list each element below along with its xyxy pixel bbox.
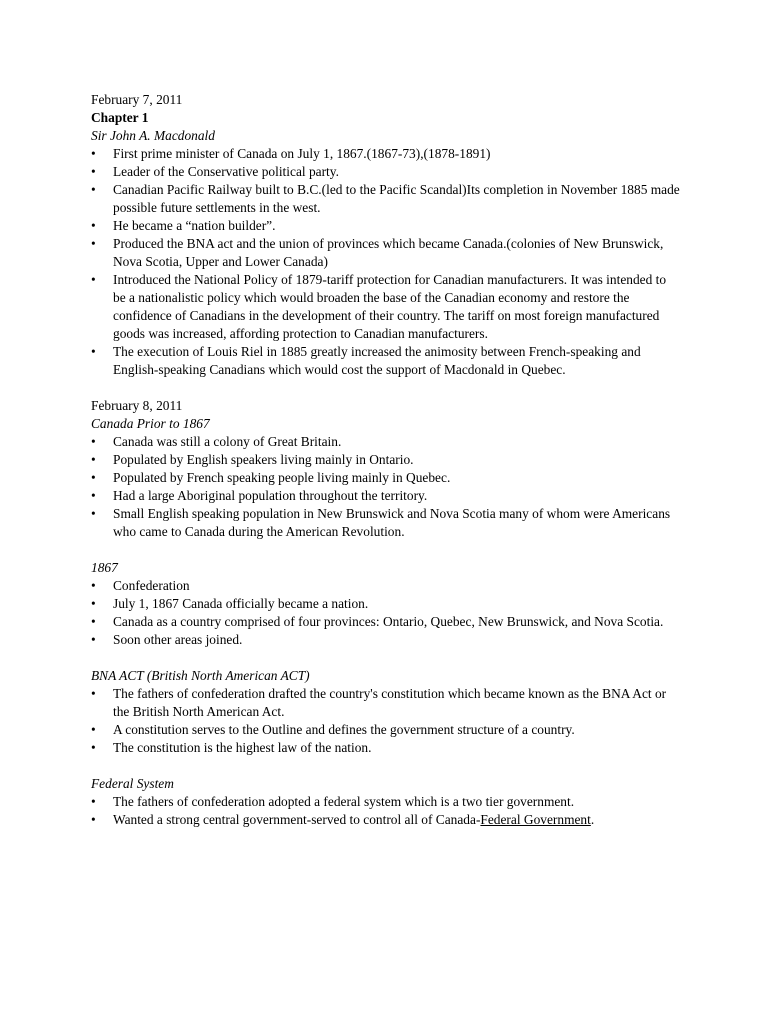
bullet-icon: • <box>91 722 96 737</box>
list-item-text: Leader of the Conservative political party. <box>113 164 339 179</box>
section-subtitle: BNA ACT (British North American ACT) <box>91 668 310 683</box>
bullet-icon: • <box>91 146 96 161</box>
document-page <box>91 91 681 829</box>
list-item-text: A constitution serves to the Outline and defines the government structure of a country. <box>113 722 575 737</box>
list-item-text: The execution of Louis Riel in 1885 greatly increased the animosity between French-speaking and English-speaking Canadians which would cost the support of Macdonald in Quebec. <box>113 344 641 377</box>
bullet-icon: • <box>91 740 96 755</box>
list-item-text: Canada as a country comprised of four provinces: Ontario, Quebec, New Brunswick, and Nova Scotia. <box>113 614 664 629</box>
spacer <box>91 379 681 397</box>
bullet-icon: • <box>91 812 96 827</box>
list-item <box>91 469 681 487</box>
list-item-text: The fathers of confederation drafted the country's constitution which became known as the BNA Act or the British North American Act. <box>113 686 667 719</box>
list-item <box>91 343 681 379</box>
list-item <box>91 433 681 451</box>
spacer <box>91 541 681 559</box>
list-item-text: First prime minister of Canada on July 1, 1867.(1867-73),(1878-1891) <box>113 146 491 161</box>
bullet-list <box>91 793 681 829</box>
list-item-text: Soon other areas joined. <box>113 632 243 647</box>
bullet-icon: • <box>91 272 96 287</box>
bullet-icon: • <box>91 794 96 809</box>
list-item-text: Produced the BNA act and the union of provinces which became Canada.(colonies of New Brunswick, Nova Scotia, Upper and Lower Canada) <box>113 236 664 269</box>
bullet-list <box>91 433 681 541</box>
section-canada-prior <box>91 397 681 541</box>
bullet-icon: • <box>91 488 96 503</box>
list-item-text: Small English speaking population in New Brunswick and Nova Scotia many of whom were Americans who came to Canada during the American Revolution. <box>113 506 671 539</box>
list-item <box>91 181 681 217</box>
spacer <box>91 649 681 667</box>
list-item <box>91 505 681 541</box>
bullet-icon: • <box>91 344 96 359</box>
bullet-icon: • <box>91 452 96 467</box>
list-item-text: He became a “nation builder”. <box>113 218 276 233</box>
chapter-heading: Chapter 1 <box>91 110 149 125</box>
bullet-icon: • <box>91 164 96 179</box>
list-item-text-prefix: Wanted a strong central government-served to control all of Canada- <box>113 812 481 827</box>
bullet-icon: • <box>91 182 96 197</box>
bullet-icon: • <box>91 218 96 233</box>
list-item <box>91 577 681 595</box>
bullet-icon: • <box>91 434 96 449</box>
section-subtitle: 1867 <box>91 560 118 575</box>
bullet-icon: • <box>91 686 96 701</box>
list-item <box>91 487 681 505</box>
list-item <box>91 145 681 163</box>
list-item <box>91 595 681 613</box>
list-item-text: Confederation <box>113 578 190 593</box>
section-subtitle: Sir John A. Macdonald <box>91 128 215 143</box>
list-item-text: The constitution is the highest law of the nation. <box>113 740 372 755</box>
section-subtitle: Canada Prior to 1867 <box>91 416 210 431</box>
list-item <box>91 163 681 181</box>
date-heading: February 7, 2011 <box>91 92 183 107</box>
list-item-text: Populated by French speaking people living mainly in Quebec. <box>113 470 451 485</box>
list-item-text: The fathers of confederation adopted a federal system which is a two tier government. <box>113 794 575 809</box>
list-item-text: Populated by English speakers living mainly in Ontario. <box>113 452 414 467</box>
bullet-icon: • <box>91 614 96 629</box>
list-item <box>91 271 681 343</box>
list-item <box>91 721 681 739</box>
bullet-icon: • <box>91 470 96 485</box>
bullet-icon: • <box>91 578 96 593</box>
list-item <box>91 685 681 721</box>
list-item <box>91 235 681 271</box>
list-item <box>91 739 681 757</box>
list-item-text: Canada was still a colony of Great Britain. <box>113 434 342 449</box>
section-bna-act <box>91 667 681 757</box>
list-item-text-suffix: . <box>590 812 595 827</box>
spacer <box>91 757 681 775</box>
federal-government-underlined: Federal Government <box>480 812 591 827</box>
list-item-text: Had a large Aboriginal population throughout the territory. <box>113 488 428 503</box>
bullet-list <box>91 685 681 757</box>
section-subtitle: Federal System <box>91 776 174 791</box>
section-1867 <box>91 559 681 649</box>
bullet-icon: • <box>91 506 96 521</box>
list-item-text: Introduced the National Policy of 1879-tariff protection for Canadian manufacturers. It was intended to be a nationalistic policy which would broaden the base of the Canadian economy and restore the confidence of Canadians in the development of their country. The tariff on most foreign manufactured goods was increased, affording protection to Canadian manufacturers. <box>113 272 667 341</box>
list-item-text: July 1, 1867 Canada officially became a nation. <box>113 596 369 611</box>
list-item <box>91 811 681 829</box>
date-heading: February 8, 2011 <box>91 398 183 413</box>
section-federal-system <box>91 775 681 829</box>
list-item <box>91 613 681 631</box>
list-item <box>91 451 681 469</box>
section-macdonald <box>91 91 681 379</box>
bullet-icon: • <box>91 632 96 647</box>
bullet-list <box>91 145 681 379</box>
bullet-icon: • <box>91 596 96 611</box>
list-item <box>91 217 681 235</box>
list-item <box>91 631 681 649</box>
bullet-list <box>91 577 681 649</box>
list-item-text: Canadian Pacific Railway built to B.C.(led to the Pacific Scandal)Its completion in November 1885 made possible future settlements in the west. <box>113 182 680 215</box>
bullet-icon: • <box>91 236 96 251</box>
list-item <box>91 793 681 811</box>
